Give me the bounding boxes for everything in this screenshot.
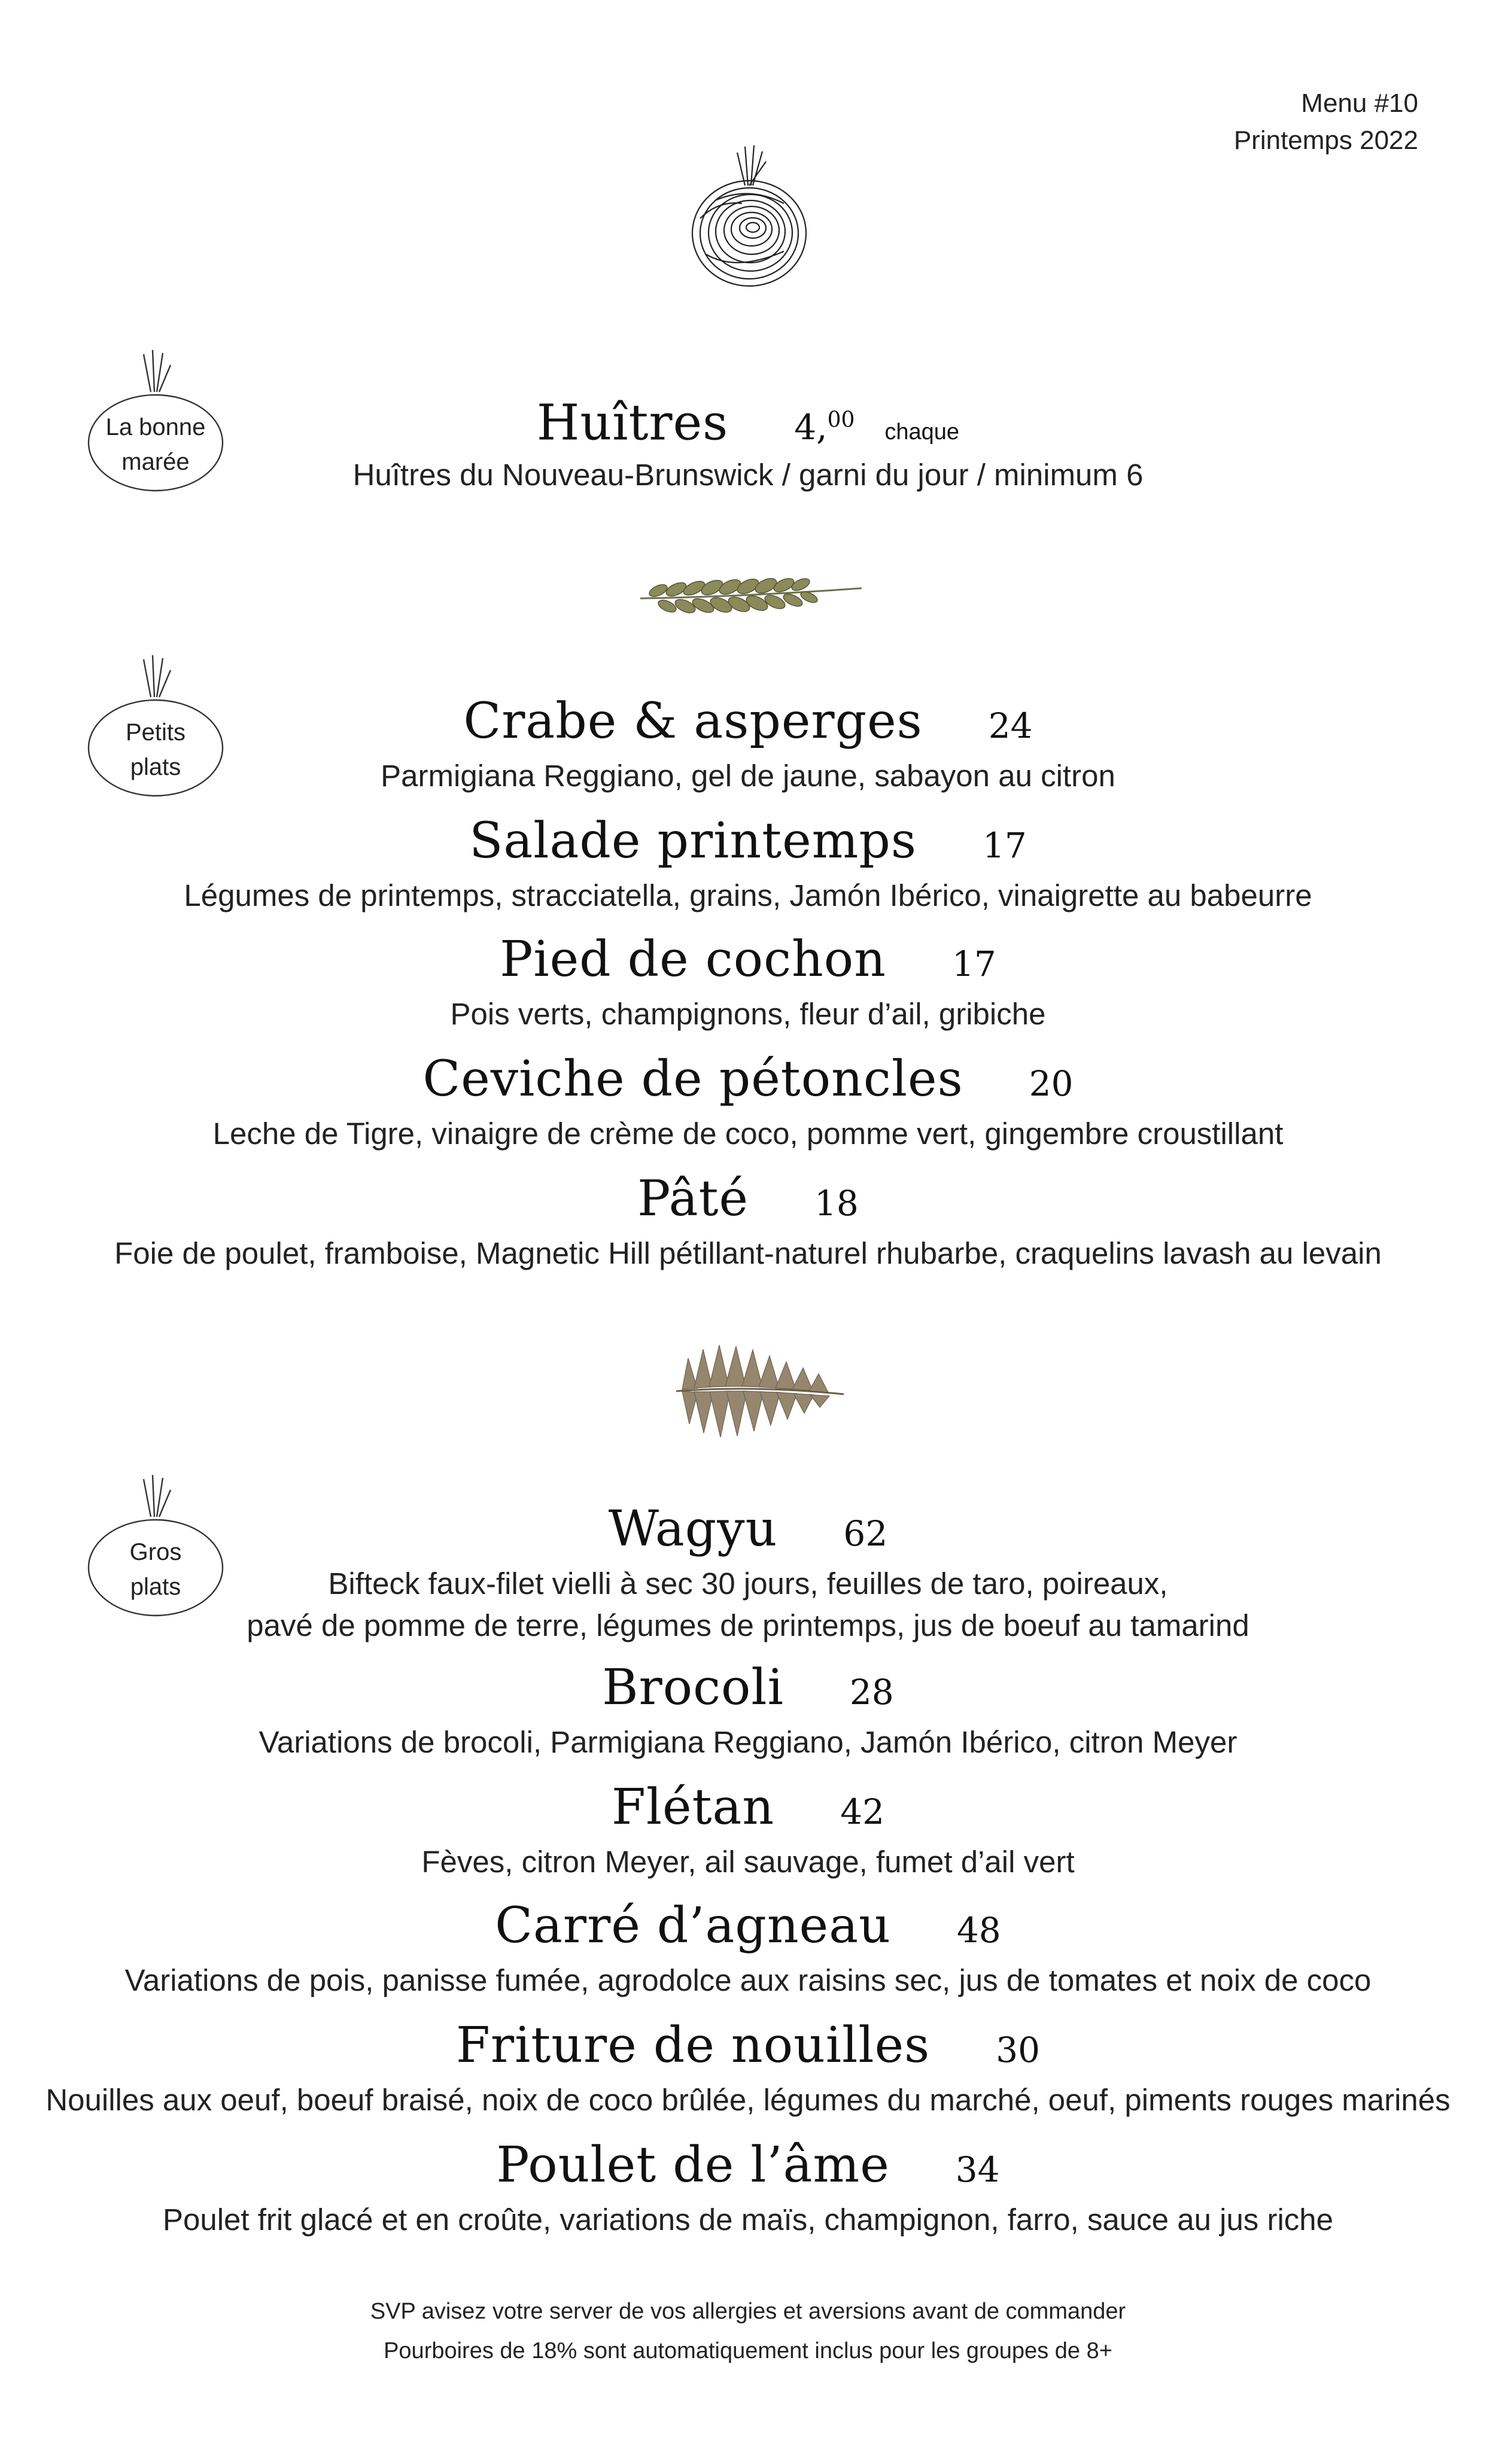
menu-number: Menu #10: [1301, 89, 1418, 118]
menu-season: Printemps 2022: [1233, 126, 1418, 155]
item-description: Nouilles aux oeuf, boeuf braisé, noix de coco brûlée, légumes du marché, oeuf, piments rouges marinés: [45, 2083, 1451, 2117]
item-name: Salade printemps: [469, 813, 917, 869]
footer-notes: [0, 2292, 1496, 2371]
item-description: Pois verts, champignons, fleur d’ail, gribiche: [450, 997, 1046, 1031]
fern-leaf-icon: [664, 1334, 850, 1442]
item-description: Huîtres du Nouveau-Brunswick / garni du jour / minimum 6: [352, 458, 1144, 492]
menu-item: [0, 926, 1496, 1035]
menu-item: [0, 1496, 1496, 1647]
item-price-unit: chaque: [884, 419, 960, 445]
item-price: 48: [956, 1910, 1001, 1951]
item-name: Ceviche de pétoncles: [422, 1051, 963, 1108]
item-description: Légumes de printemps, stracciatella, grains, Jamón Ibérico, vinaigrette au babeurre: [184, 878, 1312, 912]
item-name: Pied de cochon: [500, 931, 886, 988]
menu-item: [0, 1046, 1496, 1155]
item-description: Variations de brocoli, Parmigiana Reggiano, Jamón Ibérico, citron Meyer: [259, 1725, 1237, 1759]
item-description: Leche de Tigre, vinaigre de crème de coco, pomme vert, gingembre croustillant: [212, 1117, 1284, 1151]
item-name: Poulet de l’âme: [496, 2137, 890, 2194]
item-description: pavé de pomme de terre, légumes de printemps, jus de boeuf au tamarind: [247, 1608, 1249, 1642]
item-price: 17: [951, 944, 996, 984]
item-name: Crabe & asperges: [463, 693, 923, 750]
item-price: 20: [1029, 1063, 1074, 1104]
item-price: 24: [988, 705, 1033, 746]
menu-item: [0, 1893, 1496, 2001]
section-label: Petits plats: [125, 719, 186, 780]
item-name: Carré d’agneau: [495, 1897, 891, 1954]
item-description: Poulet frit glacé et en croûte, variations de maïs, champignon, farro, sauce au jus riche: [162, 2203, 1334, 2237]
item-description: Foie de poulet, framboise, Magnetic Hill pétillant-naturel rhubarbe, craquelins lavash au levain: [114, 1236, 1382, 1270]
item-price: 62: [843, 1513, 888, 1554]
item-name: Huîtres: [536, 394, 729, 452]
item-name: Brocoli: [602, 1659, 784, 1716]
item-description: Bifteck faux-filet vielli à sec 30 jours, feuilles de taro, poireaux,: [328, 1566, 1168, 1601]
menu-item: [0, 808, 1496, 917]
gratuity-note: Pourboires de 18% sont automatiquement inclus pour les groupes de 8+: [384, 2338, 1112, 2363]
section-label: Gros plats: [129, 1539, 182, 1600]
menu-item: [0, 1166, 1496, 1274]
menu-header: [1234, 85, 1418, 159]
item-price: 30: [996, 2030, 1041, 2070]
item-name: Friture de nouilles: [455, 2017, 931, 2074]
item-description: Variations de pois, panisse fumée, agrodolce aux raisins sec, jus de tomates et noix de coco: [124, 1963, 1372, 1997]
item-name: Wagyu: [608, 1501, 778, 1558]
menu-item: [0, 2132, 1496, 2241]
item-name: Pâté: [637, 1170, 749, 1227]
item-price: 17: [982, 825, 1027, 866]
item-price: 42: [840, 1791, 885, 1832]
item-price: 34: [955, 2149, 1000, 2190]
item-price: 28: [849, 1672, 894, 1712]
item-price: 18: [814, 1183, 859, 1224]
item-price: 4,00: [794, 407, 855, 448]
onion-icon: [682, 129, 814, 296]
allergy-note: SVP avisez votre server de vos allergies et aversions avant de commander: [370, 2299, 1126, 2324]
section-label: La bonne marée: [105, 414, 206, 475]
menu-item: [0, 387, 1496, 496]
menu-item: [0, 1654, 1496, 1763]
item-name: Flétan: [611, 1779, 775, 1836]
item-description: Parmigiana Reggiano, gel de jaune, sabayon au citron: [381, 759, 1115, 793]
menu-item: [0, 688, 1496, 797]
wheat-sprig-icon: [634, 565, 868, 631]
menu-item: [0, 1774, 1496, 1883]
menu-item: [0, 2012, 1496, 2121]
item-description: Fèves, citron Meyer, ail sauvage, fumet d’ail vert: [421, 1845, 1075, 1879]
